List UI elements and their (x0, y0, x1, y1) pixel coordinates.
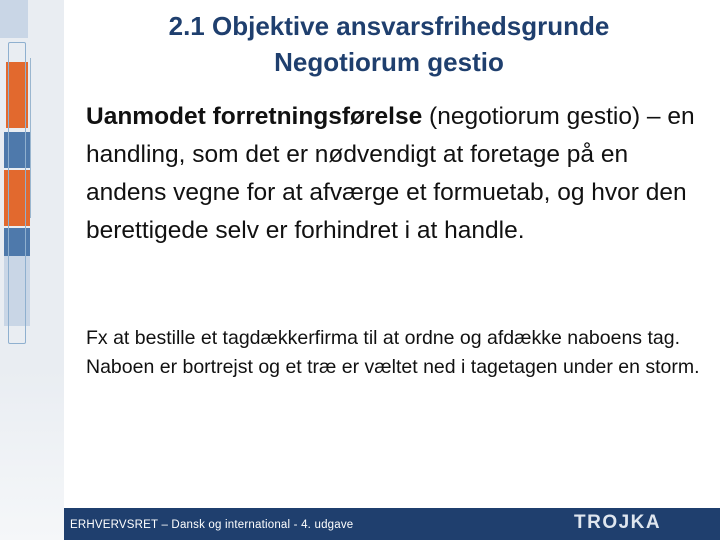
example-paragraph: Fx at bestille et tagdækkerfirma til at ordne og afdække naboens tag. Naboen er bortrejst og et træ er væltet ned i tagetagen under en storm. (86, 327, 700, 378)
decor-fade (0, 370, 64, 540)
title-line-1: 2.1 Objektive ansvarsfrihedsgrunde (168, 11, 610, 41)
trojka-logo: TROJKA (574, 512, 662, 533)
decor-outline (8, 42, 26, 344)
footer-text: ERHVERVSRET – Dansk og international - 4. udgave (70, 519, 354, 531)
decor-block-light (0, 0, 28, 38)
definition-term: Uanmodet forretningsførelse (86, 103, 423, 130)
definition-paragraph (86, 98, 714, 250)
slide-title (64, 8, 714, 80)
decor-line (30, 58, 31, 218)
title-line-2: Negotiorum gestio (274, 47, 504, 77)
definition-text: (negotiorum gestio) – en handling, som det er nødvendigt at foretage på en andens vegne for at afværge et formuetab, og hvor den berettigede selv er forhindret i at handle. (86, 103, 695, 244)
left-decoration-strip (0, 0, 64, 540)
